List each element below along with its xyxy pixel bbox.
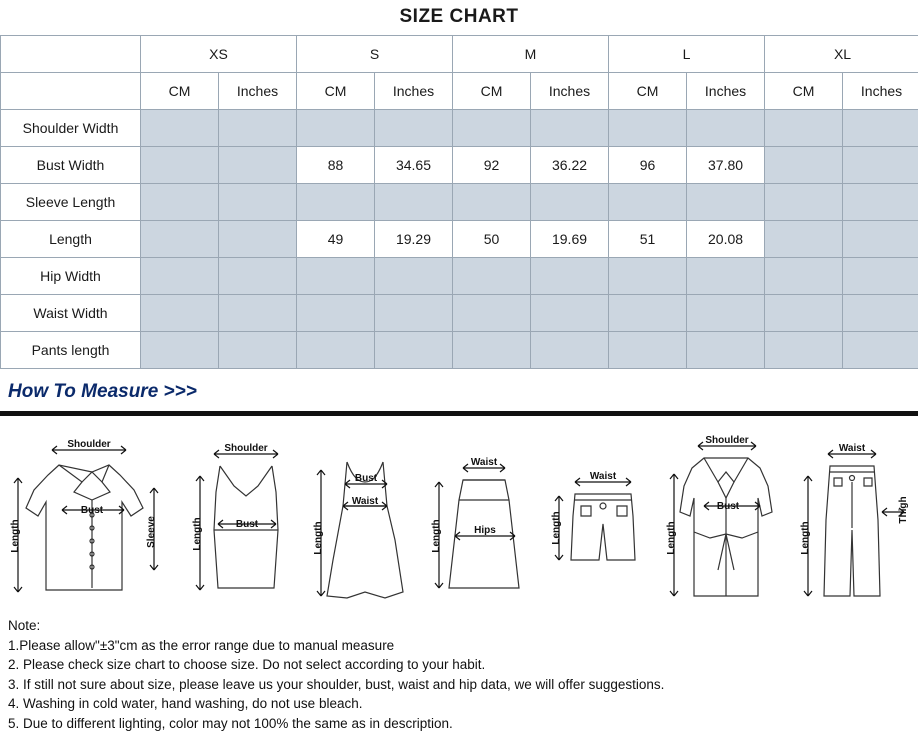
cell (141, 184, 219, 221)
cell (375, 258, 453, 295)
figure-label: Shoulder (67, 439, 111, 450)
cell (453, 258, 531, 295)
table-row (1, 110, 918, 147)
cell: 49 (297, 221, 375, 258)
cell (531, 110, 609, 147)
unit-header-l-cm: CM (609, 73, 687, 110)
table-row (1, 184, 918, 221)
cell (219, 332, 297, 369)
cell (375, 110, 453, 147)
cell (687, 110, 765, 147)
cell (609, 295, 687, 332)
figure-label: Shoulder (705, 435, 749, 446)
cell: 92 (453, 147, 531, 184)
table-row (1, 258, 918, 295)
cell: 51 (609, 221, 687, 258)
figure-coat (666, 420, 786, 610)
figure-label: Waist (470, 457, 498, 468)
cell (765, 221, 843, 258)
cell (297, 110, 375, 147)
cell: 19.29 (375, 221, 453, 258)
row-label-bust-width: Bust Width (1, 147, 141, 184)
cell (843, 295, 918, 332)
figure-dress (307, 420, 419, 610)
cell (141, 332, 219, 369)
cell (219, 110, 297, 147)
cell (141, 110, 219, 147)
unit-header-xl-cm: CM (765, 73, 843, 110)
cell (453, 332, 531, 369)
page-title: SIZE CHART (399, 6, 519, 27)
unit-header-m-inches: Inches (531, 73, 609, 110)
cell (687, 258, 765, 295)
table-unit-header-row (1, 73, 918, 110)
table-row (1, 295, 918, 332)
note-line: 5. Due to different lighting, color may not 100% the same as in description. (8, 715, 453, 731)
cell (687, 332, 765, 369)
size-header-s: S (297, 36, 453, 73)
size-chart-table (0, 35, 918, 369)
row-label-shoulder-width: Shoulder Width (1, 110, 141, 147)
cell (765, 184, 843, 221)
cell (531, 258, 609, 295)
unit-header-l-inches: Inches (687, 73, 765, 110)
cell (765, 332, 843, 369)
row-label-pants-length: Pants length (1, 332, 141, 369)
figure-shorts (547, 420, 659, 610)
cell: 34.65 (375, 147, 453, 184)
table-size-header-row (1, 36, 918, 73)
note-line: 2. Please check size chart to choose size. Do not select according to your habit. (8, 657, 486, 672)
cell (843, 147, 918, 184)
cell: 50 (453, 221, 531, 258)
cell (141, 295, 219, 332)
cell (609, 110, 687, 147)
figure-label: Bust (235, 519, 258, 530)
cell (453, 295, 531, 332)
unit-header-s-cm: CM (297, 73, 375, 110)
figure-label: Sleeve (146, 516, 157, 548)
cell (297, 184, 375, 221)
cell (531, 332, 609, 369)
figure-label: Length (799, 521, 811, 555)
cell (609, 258, 687, 295)
unit-header-xs-cm: CM (141, 73, 219, 110)
corner-cell-2 (1, 73, 141, 110)
cell (141, 221, 219, 258)
cell: 88 (297, 147, 375, 184)
table-row (1, 147, 918, 184)
figure-pants (794, 420, 914, 610)
cell (531, 295, 609, 332)
cell (219, 295, 297, 332)
cell (375, 184, 453, 221)
note-line: 4. Washing in cold water, hand washing, do not use bleach. (8, 696, 363, 711)
cell (141, 147, 219, 184)
figure-label: Length (666, 521, 678, 555)
cell (843, 110, 918, 147)
size-header-xs: XS (141, 36, 297, 73)
figure-label: Thigh (897, 496, 909, 524)
cell (843, 184, 918, 221)
how-to-measure-title: How To Measure >>> (8, 381, 197, 402)
note-line: 1.Please allow"±3"cm as the error range due to manual measure (8, 637, 395, 653)
unit-header-m-cm: CM (453, 73, 531, 110)
cell (219, 221, 297, 258)
unit-header-xl-inches: Inches (843, 73, 918, 110)
cell (765, 258, 843, 295)
figure-label: Waist (838, 443, 866, 454)
cell (609, 184, 687, 221)
cell (609, 332, 687, 369)
notes-section (0, 610, 918, 733)
figure-label: Length (313, 521, 325, 555)
table-row (1, 332, 918, 369)
figure-camisole (188, 420, 300, 610)
row-label-waist-width: Waist Width (1, 295, 141, 332)
figure-label: Bust (717, 501, 740, 512)
cell: 19.69 (531, 221, 609, 258)
figure-label: Length (430, 519, 442, 553)
unit-header-s-inches: Inches (375, 73, 453, 110)
cell: 36.22 (531, 147, 609, 184)
cell (843, 332, 918, 369)
cell (765, 147, 843, 184)
cell (219, 147, 297, 184)
figure-label: Length (191, 517, 203, 551)
cell (297, 332, 375, 369)
row-label-hip-width: Hip Width (1, 258, 141, 295)
cell (531, 184, 609, 221)
cell (453, 110, 531, 147)
cell (219, 258, 297, 295)
figure-label: Length (10, 519, 21, 553)
figure-label: Waist (352, 496, 379, 507)
cell: 20.08 (687, 221, 765, 258)
figure-label: Hips (474, 525, 496, 536)
cell: 37.80 (687, 147, 765, 184)
corner-cell (1, 36, 141, 73)
size-header-m: M (453, 36, 609, 73)
cell (843, 221, 918, 258)
how-to-measure-header (0, 377, 918, 411)
row-label-length: Length (1, 221, 141, 258)
note-line: 3. If still not sure about size, please leave us your shoulder, bust, waist and hip data, we will offer suggestions. (8, 676, 665, 692)
figure-label: Bust (80, 505, 104, 516)
cell (687, 295, 765, 332)
figure-label: Waist (589, 471, 616, 482)
figure-skirt (427, 420, 539, 610)
row-label-sleeve-length: Sleeve Length (1, 184, 141, 221)
cell (687, 184, 765, 221)
cell (375, 295, 453, 332)
size-header-l: L (609, 36, 765, 73)
cell (297, 258, 375, 295)
cell (219, 184, 297, 221)
notes-heading: Note: (8, 618, 41, 633)
unit-header-xs-inches: Inches (219, 73, 297, 110)
cell (765, 110, 843, 147)
cell (141, 258, 219, 295)
table-row (1, 221, 918, 258)
figure-blouse (4, 420, 180, 610)
cell (375, 332, 453, 369)
figure-label: Bust (355, 473, 378, 484)
measurement-figures (0, 416, 918, 610)
size-header-xl: XL (765, 36, 918, 73)
cell (297, 295, 375, 332)
cell (843, 258, 918, 295)
cell (453, 184, 531, 221)
cell (765, 295, 843, 332)
figure-label: Shoulder (223, 443, 268, 454)
cell: 96 (609, 147, 687, 184)
figure-label: Length (550, 511, 562, 545)
